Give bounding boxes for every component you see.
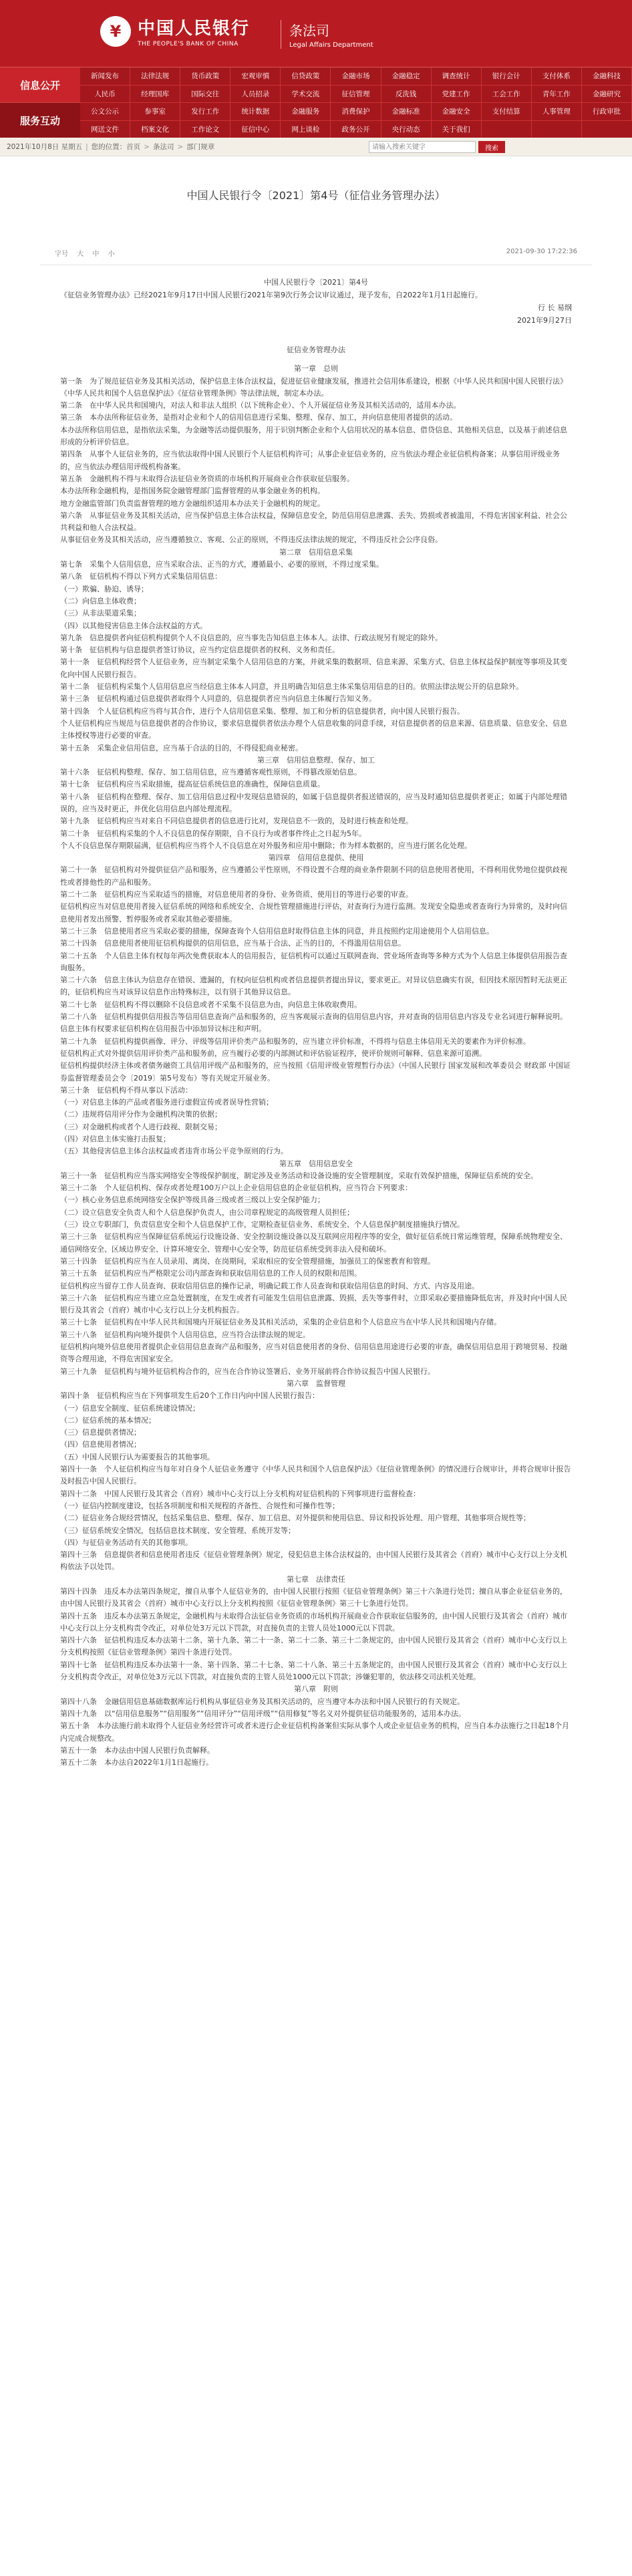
logo-text (138, 15, 250, 47)
article-paragraph: 第十一条 征信机构经营个人征信业务，应当制定采集个人信用信息的方案，并就采集的数据项、信息来源、采集方式、信息主体权益保护制度等事项及其变化向中国人民银行报告。 (60, 658, 567, 679)
order-body: 《征信业务管理办法》已经2021年9月17日中国人民银行2021年第9次行务会议审议通过，现予发布，自2022年1月1日起施行。 (60, 291, 482, 299)
article-paragraph: 第二十七条 征信机构不得以删除不良信息或者不采集不良信息为由，向信息主体收取费用。 (60, 1000, 361, 1009)
article-paragraph: 第七条 采集个人信用信息，应当采取合法、正当的方式，遵循最小、必要的原则，不得过度采集。 (60, 560, 383, 569)
article-paragraph: （一）信息安全制度、征信系统建设情况； (60, 1403, 200, 1413)
article-paragraph: （三）设立专职部门，负责信息安全和个人信息保护工作，定期检查征信业务、系统安全、个人信息保护制度措施执行情况。 (60, 1220, 464, 1230)
article-paragraph: 第四十七条 征信机构违反本办法第十一条、第十四条、第二十七条、第二十八条、第三十五条规定的，由中国人民银行及其省会（首府）城市中心支行以上分支机构责令改正，对单位处3万元以下罚款，对直接负责的主管人员处1000元以下罚款；涉嫌犯罪的，依法移交司法机关处理。 (60, 1660, 567, 1682)
search (369, 141, 505, 153)
article-paragraph: 第十八条 征信机构在整理、保存、加工信用信息过程中发现信息错误的，如属于信息提供者报送错误的，应当及时通知信息提供者更正；如属于内部处理错误的，应当及时更正，并优化信用信息内部处理流程。 (60, 792, 567, 813)
font-size-small[interactable]: 小 (108, 251, 115, 258)
nav-item (482, 121, 532, 139)
document-title: 征信业务管理办法 (287, 345, 345, 354)
main-nav (0, 67, 632, 138)
breadcrumb-dept[interactable]: 条法司 (152, 143, 174, 151)
article-paragraph: （二）征信系统的基本情况； (60, 1415, 156, 1425)
article-paragraph: 第四十五条 违反本办法第五条规定，金融机构与未取得合法征信业务资质的市场机构开展商业合作获取征信服务的，由中国人民银行及其省会（首府）城市中心支行以上分支机构责令改正，对单位处3万元以下罚款，对直接负责的主管人员处1000元以下罚款。 (60, 1611, 567, 1632)
nav-grid (80, 67, 632, 138)
article-paragraph: （四）信息使用者情况； (60, 1440, 141, 1449)
article-paragraph: 第五十条 本办法施行前未取得个人征信业务经营许可或者未进行企业征信机构备案但实际从事个人或企业征信业务的机构，应当自本办法施行之日起18个月内完成合规整改。 (60, 1721, 569, 1743)
department-en: Legal Affairs Department (289, 41, 373, 49)
nav-item[interactable]: 参事室 (130, 103, 180, 121)
article-paragraph: 第十五条 采集企业信用信息，应当基于合法的目的，不得侵犯商业秘密。 (60, 743, 303, 752)
article-paragraph: 征信机构向境外信息使用者提供企业信用信息查询产品和服务，应当对信息使用者的身份、信用信息用途进行必要的审查，确保信用信息用于跨境贸易、投融资等合理用途，不得危害国家安全。 (60, 1342, 567, 1364)
article-paragraph: 第三十三条 征信机构应当保障征信系统运行设施设备、安全控制设施设备以及互联网应用程序等的安全，做好征信系统日常运维管理，保障系统物理安全、通信网络安全、区域边界安全、计算环境安全、管理中心安全等，防范征信系统受到非法入侵和破坏。 (60, 1232, 567, 1254)
chevron-right-icon: > (177, 142, 184, 151)
article (40, 180, 592, 2556)
article-paragraph: 第二十八条 征信机构提供信用报告等信用信息查询产品和服务的，应当客观展示查询的信用信息内容，并对查询的信用信息内容及专业名词进行解释说明。 (60, 1012, 567, 1022)
font-size-medium[interactable]: 中 (92, 251, 100, 258)
font-size-label: 字号 (55, 251, 68, 258)
nav-item[interactable]: 经理国库 (130, 86, 180, 104)
department-cn: 条法司 (289, 23, 329, 39)
font-size-large[interactable]: 大 (77, 251, 84, 258)
article-paragraph: 第二十四条 信息使用者使用征信机构提供的信用信息，应当基于合法、正当的目的，不得滥用信用信息。 (60, 939, 406, 948)
article-paragraph: （一）核心业务信息系统网络安全保护等级具备三级或者三级以上安全保护能力； (60, 1195, 325, 1205)
article-paragraph: （三）信息提供者情况； (60, 1428, 141, 1437)
nav-item[interactable]: 工会工作 (482, 86, 532, 104)
article-paragraph: 第四十一条 个人征信机构应当每年对自身个人征信业务遵守《中华人民共和国个人信息保护法》《征信业管理条例》的情况进行合规审计，并将合规审计报告及时报告中国人民银行。 (60, 1465, 571, 1486)
article-paragraph: 第三十四条 征信机构应当在人员录用、离岗、在岗期间，采取相应的安全管理措施，加强员工的保密教育和管理。 (60, 1256, 435, 1266)
article-paragraph: （三）对金融机构或者个人进行歧视、限制交易； (60, 1122, 222, 1131)
font-size-controls (55, 248, 122, 258)
nav-item[interactable]: 央行动态 (381, 121, 432, 139)
divider: | (86, 142, 88, 151)
nav-item[interactable]: 人民币 (80, 86, 130, 104)
nav-item[interactable]: 调查统计 (432, 67, 482, 86)
nav-item[interactable]: 公文公示 (80, 103, 130, 121)
article-paragraph: 第三条 本办法所称征信业务，是指对企业和个人的信用信息进行采集、整理、保存、加工，并向信息使用者提供的活动。 (60, 413, 457, 422)
article-paragraph: 第四十二条 中国人民银行及其省会（首府）城市中心支行以上分支机构对征信机构的下列事项进行监督检查： (60, 1489, 420, 1498)
article-paragraph: （一）征信内控制度建设，包括各项制度和相关规程的齐备性、合规性和可操作性等； (60, 1501, 339, 1510)
article-paragraph: （四）以其他侵害信息主体合法权益的方式。 (60, 621, 207, 630)
nav-item[interactable]: 法律法规 (130, 67, 180, 86)
article-paragraph: 第四十九条 以“信用信息服务”“信用服务”“信用评分”“信用评级”“信用修复”等名义对外提供征信功能服务的，适用本办法。 (60, 1709, 466, 1718)
article-paragraph: （一）对信息主体的产品或者服务进行虚假宣传或者误导性营销； (60, 1098, 273, 1107)
chevron-right-icon: > (144, 142, 150, 151)
chapter-heading: 第二章 信用信息采集 (279, 547, 353, 557)
order-notice (40, 265, 592, 327)
chapter-heading: 第四章 信用信息提供、使用 (268, 853, 364, 863)
article-paragraph: 第三十六条 征信机构应当建立应急处置制度，在发生或者有可能发生信用信息泄露、毁损、丢失等事件时，立即采取必要措施降低危害，并及时向中国人民银行及其省会（首府）城市中心支行以上分支机构报告。 (60, 1293, 567, 1315)
nav-item[interactable]: 金融科技 (582, 67, 632, 86)
article-paragraph: 第二十一条 征信机构对外提供征信产品和服务，应当遵循公平性原则，不得设置不合理的商业条件限制不同的信息使用者使用，不得利用优势地位提供歧视性或者排他性的产品和服务。 (60, 865, 567, 887)
nav-item[interactable]: 货币政策 (180, 67, 230, 86)
article-paragraph: 本办法所称金融机构，是指国务院金融管理部门监督管理的从事金融业务的机构。 (60, 486, 325, 496)
article-paragraph: （一）欺骗、胁迫、诱导； (60, 584, 148, 593)
breadcrumb-current[interactable]: 部门规章 (186, 143, 215, 151)
article-paragraph: 第三十五条 征信机构应当严格限定公司内部查询和获取信用信息的工作人员的权限和范围。 (60, 1269, 361, 1278)
article-paragraph: 第二十条 征信机构采集的个人不良信息的保存期限，自不良行为或者事件终止之日起为5年。 (60, 829, 366, 838)
chapter-heading: 第七章 法律责任 (287, 1574, 345, 1584)
publish-time: 2021-09-30 17:22:36 (506, 248, 577, 255)
nav-item[interactable]: 人事管理 (532, 103, 582, 121)
nav-item[interactable]: 档案文化 (130, 121, 180, 139)
nav-item[interactable]: 青年工作 (532, 86, 582, 104)
order-date: 2021年9月27日 (517, 316, 572, 325)
article-paragraph: 第十三条 征信机构通过信息提供者取得个人同意的，信息提供者应当向信息主体履行告知义务。 (60, 694, 376, 704)
breadcrumb-bar (0, 138, 632, 156)
article-paragraph: 征信机构应当留存工作人员查询、获取信用信息的操作记录，明确记载工作人员查询和获取信用信息的时间、方式、内容及用途。 (60, 1281, 479, 1290)
nav-item[interactable]: 统计数据 (230, 103, 281, 121)
article-paragraph: 第四十八条 金融信用信息基础数据库运行机构从事征信业务及其相关活动的，应当遵守本办法和中国人民银行的有关规定。 (60, 1697, 464, 1706)
article-paragraph: 第三十七条 征信机构在中华人民共和国境内开展征信业务及其相关活动，采集的企业信息和个人信息应当在中华人民共和国境内存储。 (60, 1318, 501, 1327)
article-paragraph: 第二十三条 信息使用者应当采取必要的措施，保障查询个人信用信息时取得信息主体的同意，并且按照约定用途使用个人信用信息。 (60, 926, 494, 936)
nav-item[interactable]: 宏观审慎 (230, 67, 281, 86)
nav-item[interactable]: 金融研究 (582, 86, 632, 104)
article-paragraph: 第二十二条 征信机构应当采取适当的措施，对信息使用者的身份、业务资质、使用目的等进行必要的审查。 (60, 890, 413, 899)
logo-cn: 中国人民银行 (138, 19, 251, 39)
bank-emblem-icon: ¥ (100, 16, 131, 47)
article-paragraph: 第二十五条 个人信息主体有权每年两次免费获取本人的信用报告，征信机构可以通过互联网查询、营业场所查询等多种方式为个人信息主体提供信用报告查询服务。 (60, 951, 567, 972)
article-paragraph: 第九条 信息提供者向征信机构提供个人不良信息的，应当事先告知信息主体本人。法律、行政法规另有规定的除外。 (60, 633, 442, 642)
nav-item[interactable]: 党建工作 (432, 86, 482, 104)
breadcrumb-home[interactable]: 您的位置：首页 (91, 143, 141, 151)
article-paragraph: （二）向信息主体收费； (60, 596, 141, 605)
article-paragraph: 第三十二条 个人征信机构、保存或者处理100万户以上企业信用信息的企业征信机构，应当符合下列要求： (60, 1183, 412, 1193)
article-paragraph: 本办法所称信用信息，是指依法采集，为金融等活动提供服务，用于识别判断企业和个人信用状况的基本信息、借贷信息、其他相关信息，以及基于前述信息形成的分析评价信息。 (60, 425, 567, 447)
nav-item[interactable]: 消费保护 (331, 103, 381, 121)
article-paragraph: 个人征信机构应当规范与信息提供者的合作协议，要求信息提供者依法办理个人信息收集的同意手续，对信息提供者的信息来源、信息质量、信息安全、信息主体授权等进行必要的审查。 (60, 718, 567, 740)
nav-item[interactable]: 金融安全 (432, 103, 482, 121)
article-paragraph: 第六条 从事征信业务及其相关活动，应当保护信息主体合法权益，保障信息安全，防范信用信息泄露、丢失、毁损或者被滥用，不得危害国家利益、社会公共利益和他人合法权益。 (60, 511, 567, 533)
article-paragraph: 第三十八条 征信机构向境外提供个人信用信息，应当符合法律法规的规定。 (60, 1330, 310, 1339)
chapter-heading: 第五章 信用信息安全 (279, 1159, 353, 1168)
article-paragraph: （二）征信业务合规经营情况，包括采集信息、整理、保存、加工信息、对外提供和使用信息、异议和投诉处理、用户管理、其他事项合规性等； (60, 1514, 530, 1523)
article-paragraph: 第八条 征信机构不得以下列方式采集信用信息： (60, 572, 222, 581)
nav-side-info-public[interactable]: 信息公开 (0, 67, 80, 103)
nav-item[interactable]: 金融市场 (331, 67, 381, 86)
nav-item[interactable]: 人员招录 (230, 86, 281, 104)
article-paragraph: 第三十九条 征信机构与境外征信机构合作的，应当在合作协议签署后、业务开展前将合作协议报告中国人民银行。 (60, 1367, 435, 1376)
article-body (40, 327, 592, 1769)
article-paragraph: （四）与征信业务活动有关的其他事项。 (60, 1538, 192, 1547)
article-paragraph: 第四条 从事个人征信业务的，应当依法取得中国人民银行个人征信机构许可；从事企业征信业务的，应当依法办理企业征信机构备案；从事信用评级业务的，应当依法办理信用评级机构备案。 (60, 450, 560, 471)
nav-item[interactable]: 征信管理 (331, 86, 381, 104)
article-paragraph: （二）违规将信用评分作为金融机构决策的依据； (60, 1110, 222, 1119)
article-paragraph: （二）设立信息安全负责人和个人信息保护负责人，由公司章程规定的高级管理人员担任； (60, 1207, 354, 1217)
nav-item[interactable]: 金融标准 (381, 103, 432, 121)
article-paragraph: 第五十一条 本办法由中国人民银行负责解释。 (60, 1745, 214, 1755)
logo-en: THE PEOPLE'S BANK OF CHINA (138, 41, 239, 47)
nav-item[interactable]: 新闻发布 (80, 67, 130, 86)
article-paragraph: 第十二条 征信机构采集个人信用信息应当经信息主体本人同意，并且明确告知信息主体采集信用信息的目的。依照法律法规公开的信息除外。 (60, 682, 523, 692)
nav-item[interactable]: 金融服务 (281, 103, 331, 121)
site-logo[interactable] (100, 15, 250, 47)
nav-item[interactable]: 网上谈检 (281, 121, 331, 139)
article-paragraph: 第十七条 征信机构应当采取措施，提高征信系统信息的准确性，保障信息质量。 (60, 780, 325, 789)
article-paragraph: 第五十二条 本办法自2022年1月1日起施行。 (60, 1758, 213, 1767)
article-paragraph: 第四十六条 征信机构违反本办法第十二条、第十九条、第二十一条、第二十二条、第三十二条规定的，由中国人民银行及其省会（首府）城市中心支行以上分支机构按照《征信业管理条例》第四十条进行处罚。 (60, 1636, 567, 1657)
article-paragraph: 征信机构正式对外提供信用评价类产品和服务前，应当履行必要的内部测试和评估验证程序，使评价规则可解释、信息来源可追溯。 (60, 1048, 486, 1058)
nav-item[interactable]: 国际交往 (180, 86, 230, 104)
chapter-heading: 第八章 附则 (294, 1685, 338, 1694)
article-paragraph: 第二十九条 征信机构提供画像、评分、评级等信用评价类产品和服务的，应当建立评价标准，不得将与信息主体信用无关的要素作为评价标准。 (60, 1036, 530, 1046)
chapter-heading: 第三章 信用信息整理、保存、加工 (257, 755, 375, 764)
nav-item[interactable]: 网送文件 (80, 121, 130, 139)
article-paragraph: 第四十三条 信息提供者和信息使用者违反《征信业管理条例》规定，侵犯信息主体合法权益的，由中国人民银行及其省会（首府）城市中心支行以上分支机构依法予以处罚。 (60, 1550, 567, 1572)
order-signature: 行 长 易纲 (538, 303, 572, 312)
article-paragraph: 第四十四条 违反本办法第四条规定，擅自从事个人征信业务的，由中国人民银行按照《征信业管理条例》第三十六条进行处罚；擅自从事企业征信业务的，由中国人民银行及其省会（首府）城市中心支行以上分支机构按照《征信业管理条例》第三十七条进行处罚。 (60, 1586, 567, 1608)
article-paragraph: 信息主体有权要求征信机构在信用报告中添加异议标注和声明。 (60, 1024, 266, 1034)
nav-side (0, 67, 80, 138)
nav-item[interactable]: 工作论文 (180, 121, 230, 139)
chapter-heading: 第六章 监督管理 (287, 1379, 345, 1388)
article-paragraph: （五）其他侵害信息主体合法权益或者违背市场公平竞争原则的行为。 (60, 1147, 288, 1156)
article-paragraph: 第三十一条 征信机构应当落实网络安全等级保护制度，制定涉及业务活动和设备设施的安全管理制度，采取有效保护措施，保障征信系统的安全。 (60, 1171, 538, 1180)
article-paragraph: 第二条 在中华人民共和国境内，对法人和非法人组织（以下统称企业）、个人开展征信业务及其相关活动的，适用本办法。 (60, 401, 461, 410)
nav-item[interactable]: 政务公开 (331, 121, 381, 139)
nav-item[interactable]: 金融稳定 (381, 67, 432, 86)
site-header (0, 0, 632, 67)
order-number: 中国人民银行令〔2021〕第4号 (264, 278, 368, 287)
nav-item[interactable]: 发行工作 (180, 103, 230, 121)
article-paragraph: 第三十条 征信机构不得从事以下活动： (60, 1085, 192, 1095)
current-date: 2021年10月8日 星期五 (7, 143, 83, 151)
article-paragraph: （三）从非法渠道采集； (60, 609, 141, 618)
nav-item[interactable]: 行政审批 (582, 103, 632, 121)
article-meta (40, 248, 592, 265)
article-paragraph: 第四十条 征信机构应当在下列事项发生后20个工作日内向中国人民银行报告： (60, 1391, 319, 1401)
chapter-heading: 第一章 总则 (294, 364, 338, 374)
nav-side-service[interactable]: 服务互动 (0, 103, 80, 138)
article-paragraph: 第十九条 征信机构应当对来自不同信息提供者的信息进行比对，发现信息不一致的，及时进行核查和处理。 (60, 817, 413, 826)
department-name (281, 20, 373, 49)
search-input[interactable] (369, 141, 476, 153)
nav-item[interactable]: 征信中心 (230, 121, 281, 139)
article-paragraph: 第二十六条 信息主体认为信息存在错误、遗漏的，有权向征信机构或者信息提供者提出异议，要求更正。对异议信息确实有误，但因技术原因暂时无法更正的，征信机构应当对该异议信息作出特殊标注，以有别于其他异议信息。 (60, 976, 567, 997)
nav-item (532, 121, 582, 139)
article-paragraph: 从事征信业务及其相关活动，应当遵循独立、客观、公正的原则，不得违反法律法规的规定，不得违反社会公序良俗。 (60, 535, 442, 545)
nav-item[interactable]: 支付体系 (532, 67, 582, 86)
article-paragraph: 第十条 征信机构与信息提供者签订协议，应当约定信息提供者的权利、义务和责任。 (60, 646, 339, 655)
nav-item[interactable]: 信贷政策 (281, 67, 331, 86)
nav-item[interactable]: 反洗钱 (381, 86, 432, 104)
nav-item[interactable]: 银行会计 (482, 67, 532, 86)
article-paragraph: 第一条 为了规范征信业务及其相关活动，保护信息主体合法权益，促进征信业健康发展，推进社会信用体系建设，根据《中华人民共和国中国人民银行法》《中华人民共和国个人信息保护法》《征信业管理条例》等法律法规，制定本办法。 (60, 376, 567, 398)
nav-item[interactable]: 关于我们 (432, 121, 482, 139)
article-paragraph: 第五条 金融机构不得与未取得合法征信业务资质的市场机构开展商业合作获取征信服务。 (60, 474, 354, 483)
article-paragraph: （五）中国人民银行认为需要报告的其他事项。 (60, 1452, 214, 1461)
article-paragraph: 征信机构应当对信息使用者接入征信系统的网络和系统安全、合规性管理措施进行评估，对查询行为进行监测。发现安全隐患或者查询行为异常的，及时向信息使用者发出预警、暂停服务或者采取其他必要措施。 (60, 902, 567, 923)
article-paragraph: 地方金融监管部门负责监督管理的地方金融组织适用本办法关于金融机构的规定。 (60, 498, 325, 508)
article-paragraph: 征信机构提供经济主体或者债务融资工具信用评级产品和服务的，应当按照《信用评级业管理暂行办法》（中国人民银行 国家发展和改革委员会 财政部 中国证券监督管理委员会令〔2019〕第5号发布）等有关规定开展业务。 (60, 1061, 571, 1083)
nav-item[interactable]: 支付结算 (482, 103, 532, 121)
article-paragraph: （三）征信系统安全情况，包括信息技术制度、安全管理、系统开发等； (60, 1526, 295, 1535)
search-button[interactable]: 搜索 (478, 141, 505, 153)
article-paragraph: （四）对信息主体实施打击报复； (60, 1135, 170, 1143)
article-title: 中国人民银行令〔2021〕第4号（征信业务管理办法） (186, 189, 446, 202)
article-paragraph: 第十六条 征信机构整理、保存、加工信用信息，应当遵循客观性原则，不得篡改原始信息。 (60, 768, 361, 777)
article-paragraph: 第十四条 个人征信机构应当将与其合作，进行个人信用信息采集、整理、加工和分析的信息提供者，向中国人民银行报告。 (60, 706, 464, 716)
nav-item[interactable]: 学术交流 (281, 86, 331, 104)
article-paragraph: 个人不良信息保存期限届满，征信机构应当将个人不良信息在对外服务和应用中删除；作为样本数据的，应当进行匿名化处理。 (60, 841, 472, 850)
